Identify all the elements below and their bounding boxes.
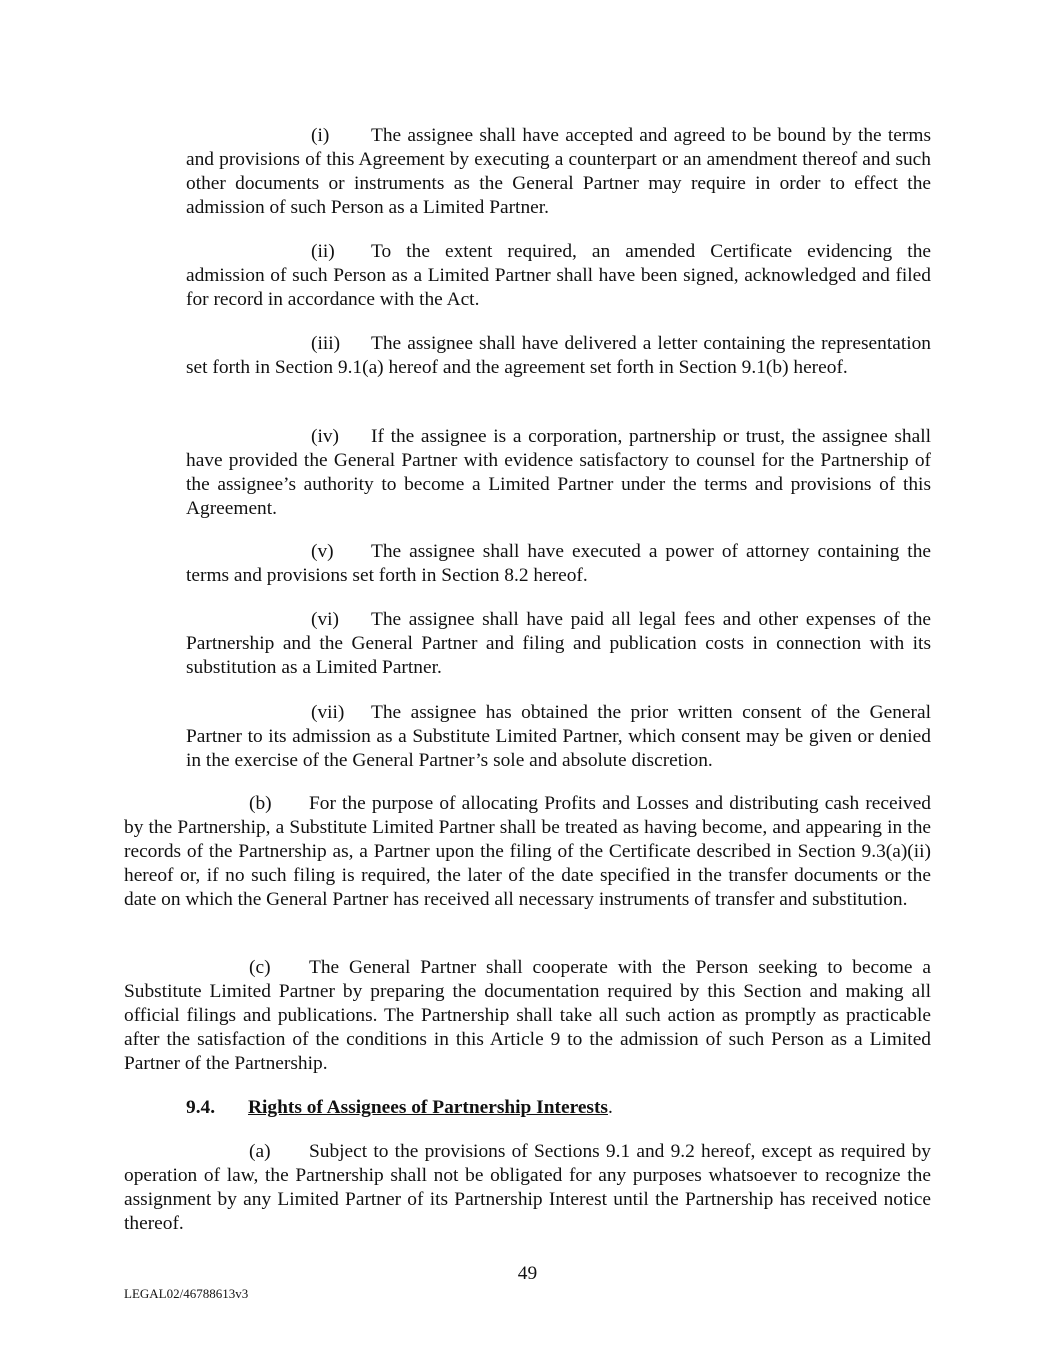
subparagraph-ii — [186, 240, 931, 312]
paragraph-label: (c) — [249, 957, 271, 978]
subparagraph-vi — [186, 608, 931, 680]
subparagraph-iv — [186, 425, 931, 521]
paragraph-text: Subject to the provisions of Sections 9.1 and 9.2 hereof, except as required by operation of law, the Partnership shall not be obligated for any purposes whatsoever to recognize the assignment by any Limited Partner of its Partnership Interest until the Partnership has received notice thereof. — [124, 1141, 931, 1234]
subparagraph-i — [186, 124, 931, 220]
subparagraph-text: The assignee shall have accepted and agreed to be bound by the terms and provisions of this Agreement by executing a counterpart or an amendment thereof and such other documents or instruments as the General Partner may require in order to effect the admission of such Person as a Limited Partner. — [186, 125, 931, 218]
section-number: 9.4. — [186, 1097, 216, 1118]
paragraph-c — [124, 956, 931, 1076]
subparagraph-text: The assignee has obtained the prior written consent of the General Partner to its admission as a Substitute Limited Partner, which consent may be given or denied in the exercise of the General Partner’s sole and absolute discretion. — [186, 702, 931, 771]
subparagraph-vii — [186, 701, 931, 773]
paragraph-text: For the purpose of allocating Profits and Losses and distributing cash received by the Partnership, a Substitute Limited Partner shall be treated as having become, and appearing in the records of the Partnership as, a Partner upon the filing of the Certificate described in Section 9.3(a)(ii) hereof or, if no such filing is required, the later of the date specified in the transfer documents or the date on which the General Partner has received all necessary instruments of transfer and substitution. — [124, 793, 931, 910]
document-id-footer: LEGAL02/46788613v3 — [124, 1286, 249, 1301]
subparagraph-v — [186, 540, 931, 588]
paragraph-label: (a) — [249, 1141, 271, 1162]
subparagraph-label: (vii) — [311, 702, 345, 723]
subparagraph-text: The assignee shall have executed a power of attorney containing the terms and provisions set forth in Section 8.2 hereof. — [186, 541, 931, 586]
subparagraph-label: (i) — [311, 125, 330, 146]
paragraph-b — [124, 792, 931, 912]
subparagraph-text: To the extent required, an amended Certificate evidencing the admission of such Person as a Limited Partner shall have been signed, acknowledged and filed for record in accordance with the Act. — [186, 241, 931, 310]
subparagraph-label: (v) — [311, 541, 334, 562]
subparagraph-text: If the assignee is a corporation, partnership or trust, the assignee shall have provided the General Partner with evidence satisfactory to counsel for the Partnership of the assignee’s authority to become a Limited Partner under the terms and provisions of this Agreement. — [186, 426, 931, 519]
paragraph-label: (b) — [249, 793, 272, 814]
section-title: Rights of Assignees of Partnership Interests — [248, 1097, 608, 1118]
subparagraph-text: The assignee shall have paid all legal fees and other expenses of the Partnership and the General Partner and filing and publication costs in connection with its substitution as a Limited Partner. — [186, 609, 931, 678]
paragraph-text: The General Partner shall cooperate with the Person seeking to become a Substitute Limited Partner by preparing the documentation required by this Section and making all official filings and publications. The Partnership shall take all such action as promptly as practicable after the satisfaction of the conditions in this Article 9 to the admission of such Person as a Limited Partner of the Partnership. — [124, 957, 931, 1074]
subparagraph-label: (iii) — [311, 333, 341, 354]
subparagraph-label: (ii) — [311, 241, 335, 262]
subparagraph-label: (iv) — [311, 426, 339, 447]
subparagraph-label: (vi) — [311, 609, 339, 630]
section-title-period: . — [607, 1097, 613, 1118]
subparagraph-iii — [186, 332, 931, 380]
paragraph-9-4-a — [124, 1140, 931, 1236]
page-number: 49 — [517, 1263, 538, 1284]
subparagraph-text: The assignee shall have delivered a letter containing the representation set forth in Section 9.1(a) hereof and the agreement set forth in Section 9.1(b) hereof. — [186, 333, 931, 378]
section-heading — [186, 1096, 931, 1120]
